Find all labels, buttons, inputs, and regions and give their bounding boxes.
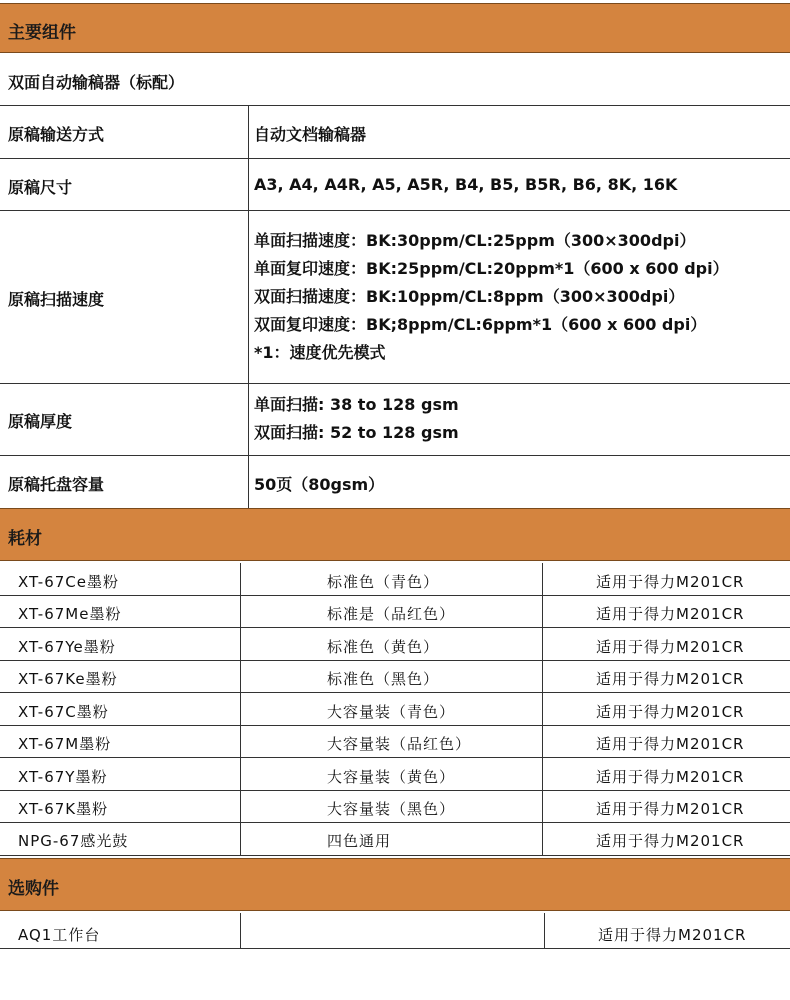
divider — [0, 455, 790, 456]
consumable-name: XT-67C墨粉 — [18, 703, 109, 721]
divider — [0, 383, 790, 384]
consumable-type: 大容量装（黄色） — [327, 768, 456, 786]
column-divider — [248, 105, 249, 508]
spec-label-feed-method: 原稿输送方式 — [8, 125, 105, 144]
consumable-compat: 适用于得力M201CR — [596, 800, 745, 818]
column-divider — [544, 913, 545, 949]
row-divider — [0, 595, 790, 596]
option-name: AQ1工作台 — [18, 926, 101, 944]
row-divider — [0, 757, 790, 758]
row-divider — [0, 948, 790, 949]
consumable-compat: 适用于得力M201CR — [596, 735, 745, 753]
spec-value-scan-speed — [254, 227, 729, 367]
column-divider — [240, 913, 241, 949]
section-header-options — [0, 858, 790, 911]
spec-value-original-size: A3, A4, A4R, A5, A5R, B4, B5, B5R, B6, 8K, 16K — [254, 175, 678, 194]
adf-title: 双面自动输稿器（标配） — [8, 73, 185, 92]
spec-label-thickness: 原稿厚度 — [8, 412, 73, 431]
scan-speed-line: 单面复印速度：BK:25ppm/CL:20ppm*1（600 x 600 dpi） — [254, 259, 729, 278]
consumable-name: XT-67M墨粉 — [18, 735, 112, 753]
row-divider — [0, 790, 790, 791]
section-title: 主要组件 — [8, 23, 76, 43]
consumable-name: XT-67Y墨粉 — [18, 768, 108, 786]
consumable-compat: 适用于得力M201CR — [596, 670, 745, 688]
section-header-main-components — [0, 3, 790, 53]
consumable-name: XT-67Ye墨粉 — [18, 638, 116, 656]
consumable-compat: 适用于得力M201CR — [596, 605, 745, 623]
thickness-line: 双面扫描: 52 to 128 gsm — [254, 423, 459, 442]
consumable-type: 标准是（品红色） — [327, 605, 456, 623]
spec-label-tray-capacity: 原稿托盘容量 — [8, 475, 105, 494]
consumable-name: XT-67Ke墨粉 — [18, 670, 118, 688]
scan-speed-line: 单面扫描速度：BK:30ppm/CL:25ppm（300×300dpi） — [254, 231, 696, 250]
consumable-name: XT-67K墨粉 — [18, 800, 109, 818]
divider — [0, 105, 790, 106]
spec-label-original-size: 原稿尺寸 — [8, 178, 73, 197]
column-divider — [240, 563, 241, 856]
section-title: 选购件 — [8, 879, 59, 899]
spec-label-scan-speed: 原稿扫描速度 — [8, 290, 105, 309]
spec-value-feed-method: 自动文档输稿器 — [254, 125, 367, 144]
row-divider — [0, 822, 790, 823]
scan-speed-line: 双面复印速度：BK;8ppm/CL:6ppm*1（600 x 600 dpi） — [254, 315, 707, 334]
scan-speed-footnote: *1：速度优先模式 — [254, 343, 386, 362]
row-divider — [0, 725, 790, 726]
consumable-compat: 适用于得力M201CR — [596, 832, 745, 850]
divider — [0, 210, 790, 211]
consumable-name: NPG-67感光鼓 — [18, 832, 129, 850]
divider — [0, 158, 790, 159]
consumable-type: 大容量装（黑色） — [327, 800, 456, 818]
consumable-type: 大容量装（品红色） — [327, 735, 472, 753]
row-divider — [0, 855, 790, 856]
consumable-type: 标准色（青色） — [327, 573, 440, 591]
section-title: 耗材 — [8, 529, 42, 549]
row-divider — [0, 627, 790, 628]
spec-value-tray-capacity: 50页（80gsm） — [254, 475, 385, 494]
spec-value-thickness — [254, 391, 459, 447]
consumable-name: XT-67Me墨粉 — [18, 605, 122, 623]
scan-speed-line: 双面扫描速度：BK:10ppm/CL:8ppm（300×300dpi） — [254, 287, 685, 306]
consumable-name: XT-67Ce墨粉 — [18, 573, 119, 591]
consumable-compat: 适用于得力M201CR — [596, 573, 745, 591]
section-header-consumables — [0, 508, 790, 561]
column-divider — [542, 563, 543, 856]
option-compat: 适用于得力M201CR — [598, 926, 747, 944]
consumable-compat: 适用于得力M201CR — [596, 638, 745, 656]
row-divider — [0, 660, 790, 661]
row-divider — [0, 692, 790, 693]
consumable-type: 大容量装（青色） — [327, 703, 456, 721]
consumable-compat: 适用于得力M201CR — [596, 768, 745, 786]
thickness-line: 单面扫描: 38 to 128 gsm — [254, 395, 459, 414]
consumable-compat: 适用于得力M201CR — [596, 703, 745, 721]
consumable-type: 标准色（黑色） — [327, 670, 440, 688]
consumable-type: 四色通用 — [327, 832, 392, 850]
consumable-type: 标准色（黄色） — [327, 638, 440, 656]
